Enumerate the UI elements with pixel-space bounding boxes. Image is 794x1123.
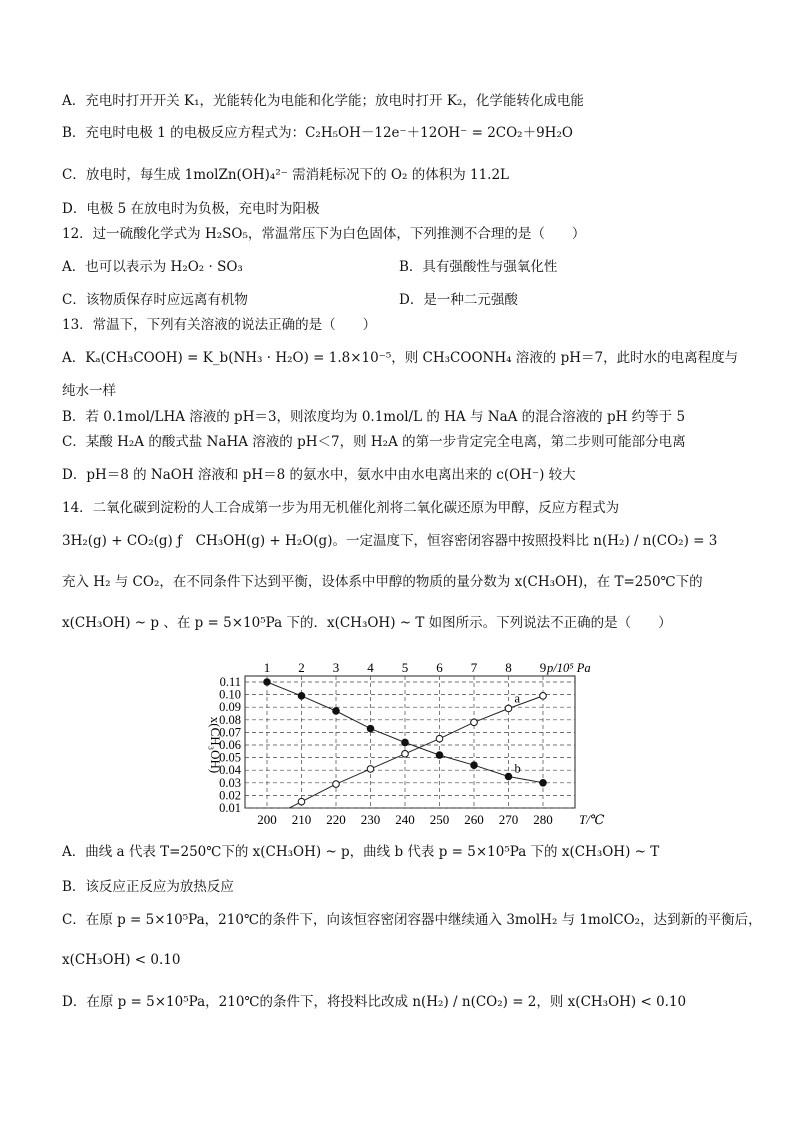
q13-stem: 13．常温下，下列有关溶液的说法正确的是（ ） xyxy=(62,317,377,333)
series-b-point xyxy=(333,708,340,715)
q13-option-a-line2: 纯水一样 xyxy=(62,383,116,399)
series-b-point xyxy=(367,725,374,732)
y-tick-label: 0.01 xyxy=(219,801,241,815)
q14-option-d: D．在原 p = 5×10⁵Pa，210℃的条件下，将投料比改成 n(H₂) / n(CO₂) = 2，则 x(CH₃OH) < 0.10 xyxy=(62,994,687,1010)
series-b-point xyxy=(505,773,512,780)
y-tick-label: 0.04 xyxy=(219,763,241,778)
q12-option-a: A．也可以表示为 H₂O₂ · SO₃ xyxy=(62,259,243,275)
y-tick-label: 0.05 xyxy=(219,750,241,765)
y-axis-title: x(CH₃OH) xyxy=(208,716,223,774)
q13-option-c: C．某酸 H₂A 的酸式盐 NaHA 溶液的 pH＜7，则 H₂A 的第一步肯定完全电离，第二步则可能部分电离 xyxy=(62,434,686,450)
q11-option-d: D．电极 5 在放电时为负极，充电时为阳极 xyxy=(62,201,320,217)
x-bottom-tick-label: 210 xyxy=(291,812,312,827)
q12-option-d: D．是一种二元强酸 xyxy=(399,292,518,308)
series-a-point xyxy=(367,766,374,773)
plot-frame xyxy=(245,676,575,808)
y-tick-label: 0.09 xyxy=(219,700,241,715)
x-bottom-tick-label: 220 xyxy=(326,812,346,827)
y-tick-label: 0.07 xyxy=(219,725,241,740)
x-bottom-tick-label: 240 xyxy=(395,812,415,827)
series-a-point xyxy=(298,798,305,805)
y-tick-label: 0.06 xyxy=(219,738,241,752)
q13-option-d: D．pH＝8 的 NaOH 溶液和 pH＝8 的氨水中，氨水中由水电离出来的 c(OH⁻) 较大 xyxy=(62,467,576,483)
q14-option-c-line2: x(CH₃OH) < 0.10 xyxy=(62,952,181,968)
y-tick-label: 0.02 xyxy=(219,788,241,803)
x-top-tick-label: 7 xyxy=(470,660,478,675)
x-bottom-tick-label: 270 xyxy=(498,812,519,827)
q12-option-c: C．该物质保存时应远离有机物 xyxy=(62,292,248,308)
q14-stem-line2: 3H₂(g) + CO₂(g) ƒ CH₃OH(g) + H₂O(g)。一定温度下，恒容密闭容器中按照投料比 n(H₂) / n(CO₂) = 3 xyxy=(62,533,718,549)
x-bottom-axis-title: T/℃ xyxy=(579,812,605,827)
x-bottom-tick-label: 280 xyxy=(533,812,553,827)
series-b-point xyxy=(264,679,271,686)
y-tick-label: 0.10 xyxy=(219,687,241,702)
x-bottom-tick-label: 250 xyxy=(429,812,450,827)
series-b-point xyxy=(471,762,478,769)
methanol-fraction-chart xyxy=(195,655,615,830)
series-a-point xyxy=(505,705,512,712)
y-tick-label: 0.08 xyxy=(219,712,241,727)
q14-stem-line4: x(CH₃OH) ~ p 、在 p = 5×10⁵Pa 下的．x(CH₃OH) ~ T 如图所示。下列说法不正确的是（ ） xyxy=(62,615,672,631)
q13-option-b: B．若 0.1mol/LHA 溶液的 pH＝3，则浓度均为 0.1mol/L 的 HA 与 NaA 的混合溶液的 pH 约等于 5 xyxy=(62,409,686,425)
x-top-tick-label: 4 xyxy=(367,660,374,675)
q11-option-c: C．放电时，每生成 1molZn(OH)₄²⁻ 需消耗标况下的 O₂ 的体积为 11.2L xyxy=(62,167,510,183)
x-top-tick-label: 1 xyxy=(263,660,271,675)
x-top-tick-label: 6 xyxy=(436,660,443,675)
q12-stem: 12．过一硫酸化学式为 H₂SO₅，常温常压下为白色固体，下列推测不合理的是（ ） xyxy=(62,226,586,242)
q14-option-c-line1: C．在原 p = 5×10⁵Pa，210℃的条件下，向该恒容密闭容器中继续通入 3molH₂ 与 1molCO₂，达到新的平衡后， xyxy=(62,912,762,928)
series-a-point xyxy=(436,735,443,742)
q14-option-a: A．曲线 a 代表 T=250℃下的 x(CH₃OH) ~ p，曲线 b 代表 p = 5×10⁵Pa 下的 x(CH₃OH) ~ T xyxy=(62,844,660,860)
x-bottom-tick-label: 230 xyxy=(360,812,381,827)
x-top-tick-label: 5 xyxy=(401,660,409,675)
x-top-axis-title: p/10⁵ Pa xyxy=(547,661,591,675)
series-a-line xyxy=(289,696,543,808)
y-tick-label: 0.11 xyxy=(219,675,241,689)
series-b-point xyxy=(298,693,305,700)
series-a-point xyxy=(402,751,409,758)
series-a-label: a xyxy=(514,691,521,706)
x-top-tick-label: 3 xyxy=(332,660,340,675)
q14-stem-line3: 充入 H₂ 与 CO₂，在不同条件下达到平衡，设体系中甲醇的物质的量分数为 x(CH₃OH)，在 T=250℃下的 xyxy=(62,574,703,590)
q11-option-b: B．充电时电极 1 的电极反应方程式为：C₂H₅OH－12e⁻＋12OH⁻ = 2CO₂＋9H₂O xyxy=(62,125,573,141)
series-b-point xyxy=(402,739,409,746)
series-a-point xyxy=(540,693,547,700)
series-b-point xyxy=(436,752,443,759)
x-bottom-tick-label: 260 xyxy=(464,812,484,827)
x-top-tick-label: 9 xyxy=(539,660,547,675)
q11-option-a: A．充电时打开开关 K₁，光能转化为电能和化学能；放电时打开 K₂，化学能转化成电能 xyxy=(62,93,584,109)
q13-option-a-line1: A．Kₐ(CH₃COOH) = K_b(NH₃ · H₂O) = 1.8×10⁻⁵，则 CH₃COONH₄ 溶液的 pH＝7，此时水的电离程度与 xyxy=(62,350,739,366)
series-a-point xyxy=(333,781,340,788)
y-tick-label: 0.03 xyxy=(219,775,241,790)
series-a-point xyxy=(471,719,478,726)
q14-option-b: B．该反应正反应为放热反应 xyxy=(62,879,234,895)
series-b-label: b xyxy=(514,761,521,776)
q12-option-b: B．具有强酸性与强氧化性 xyxy=(399,259,558,275)
series-b-point xyxy=(540,780,547,787)
x-top-tick-label: 8 xyxy=(505,660,512,675)
x-bottom-tick-label: 200 xyxy=(257,812,277,827)
x-top-tick-label: 2 xyxy=(298,660,305,675)
q14-stem-line1: 14．二氧化碳到淀粉的人工合成第一步为用无机催化剂将二氧化碳还原为甲醇，反应方程式为 xyxy=(62,500,620,516)
